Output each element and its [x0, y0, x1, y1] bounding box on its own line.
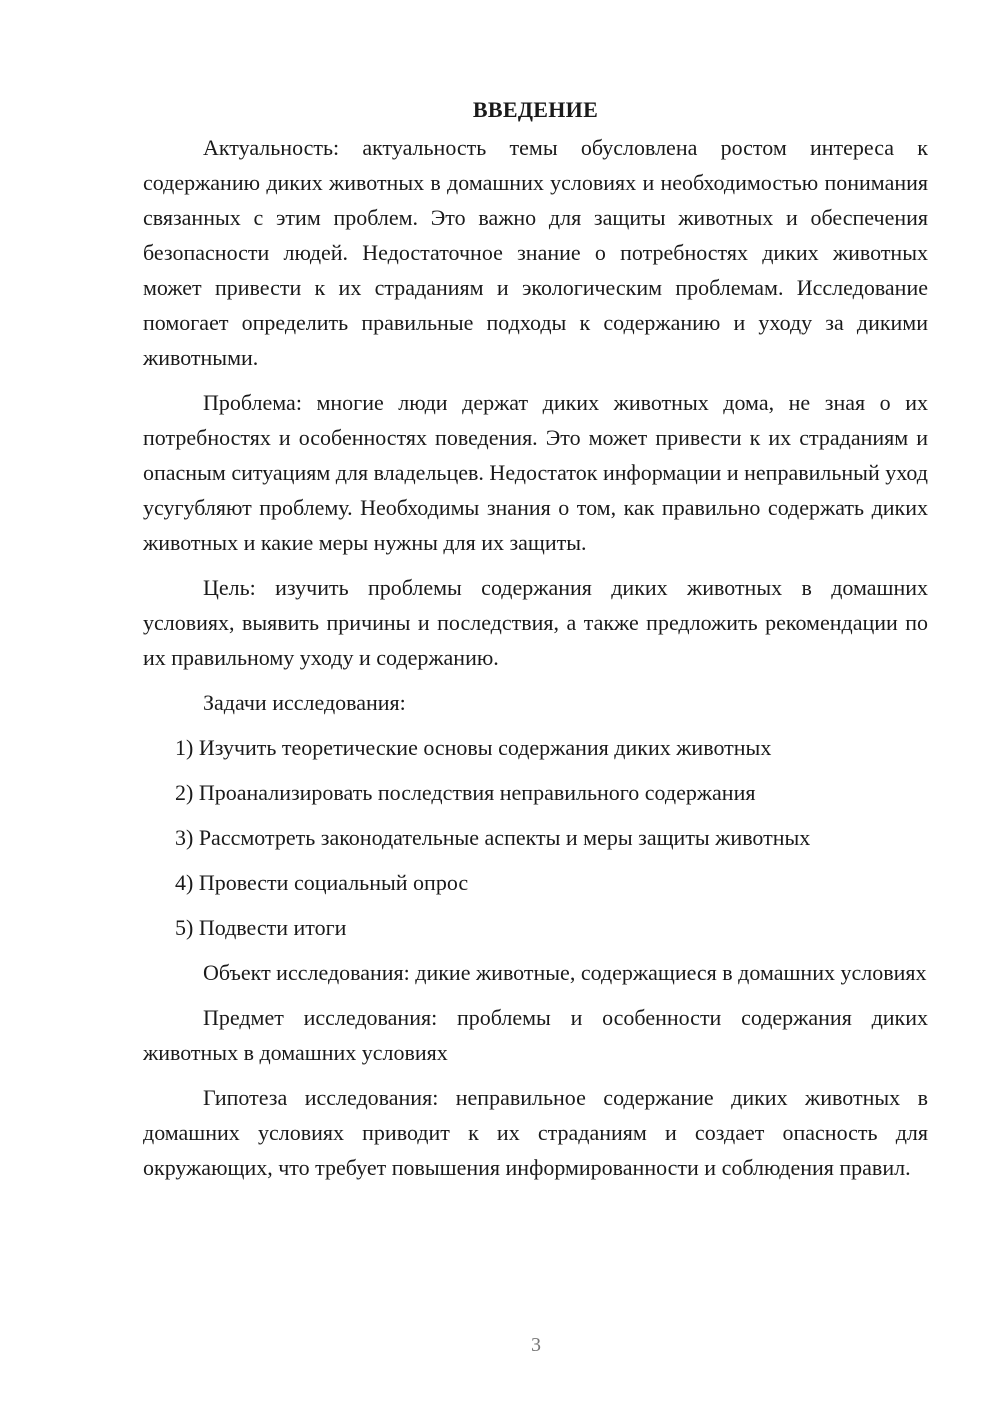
tasks-heading: Задачи исследования:	[203, 690, 406, 715]
page-number: 3	[531, 1334, 541, 1356]
task-item: 3) Рассмотреть законодательные аспекты и меры защиты животных	[175, 825, 811, 850]
task-item: 4) Провести социальный опрос	[175, 870, 469, 895]
task-item: 5) Подвести итоги	[175, 915, 347, 940]
hypothesis-paragraph: Гипотеза исследования: неправильное содержание диких животных в домашних условиях приводит к их страданиям и создает опасность для окружающих, что требует повышения информированности и соблюдения правил.	[143, 1085, 928, 1180]
task-list	[143, 730, 928, 945]
task-item: 2) Проанализировать последствия неправильного содержания	[175, 780, 756, 805]
problem-paragraph: Проблема: многие люди держат диких животных дома, не зная о их потребностях и особенностях поведения. Это может привести к их страданиям и опасным ситуациям для владельцев. Недостаток информации и неправильный уход усугубляют проблему. Необходимы знания о том, как правильно содержать диких животных и какие меры нужны для их защиты.	[143, 390, 928, 555]
goal-paragraph: Цель: изучить проблемы содержания диких животных в домашних условиях, выявить причины и последствия, а также предложить рекомендации по их правильному уходу и содержанию.	[143, 575, 928, 670]
relevance-paragraph: Актуальность: актуальность темы обусловлена ростом интереса к содержанию диких животных в домашних условиях и необходимостью понимания связанных с этим проблем. Это важно для защиты животных и обеспечения безопасности людей. Недостаточное знание о потребностях диких животных может привести к их страданиям и экологическим проблемам. Исследование помогает определить правильные подходы к содержанию и уходу за дикими животными.	[143, 135, 928, 370]
subject-paragraph: Предмет исследования: проблемы и особенности содержания диких животных в домашних условиях	[143, 1005, 928, 1065]
page-title: ВВЕДЕНИЕ	[472, 97, 599, 122]
task-item: 1) Изучить теоретические основы содержания диких животных	[175, 735, 772, 760]
document-page	[143, 92, 928, 1195]
object-paragraph: Объект исследования: дикие животные, содержащиеся в домашних условиях	[203, 960, 927, 985]
